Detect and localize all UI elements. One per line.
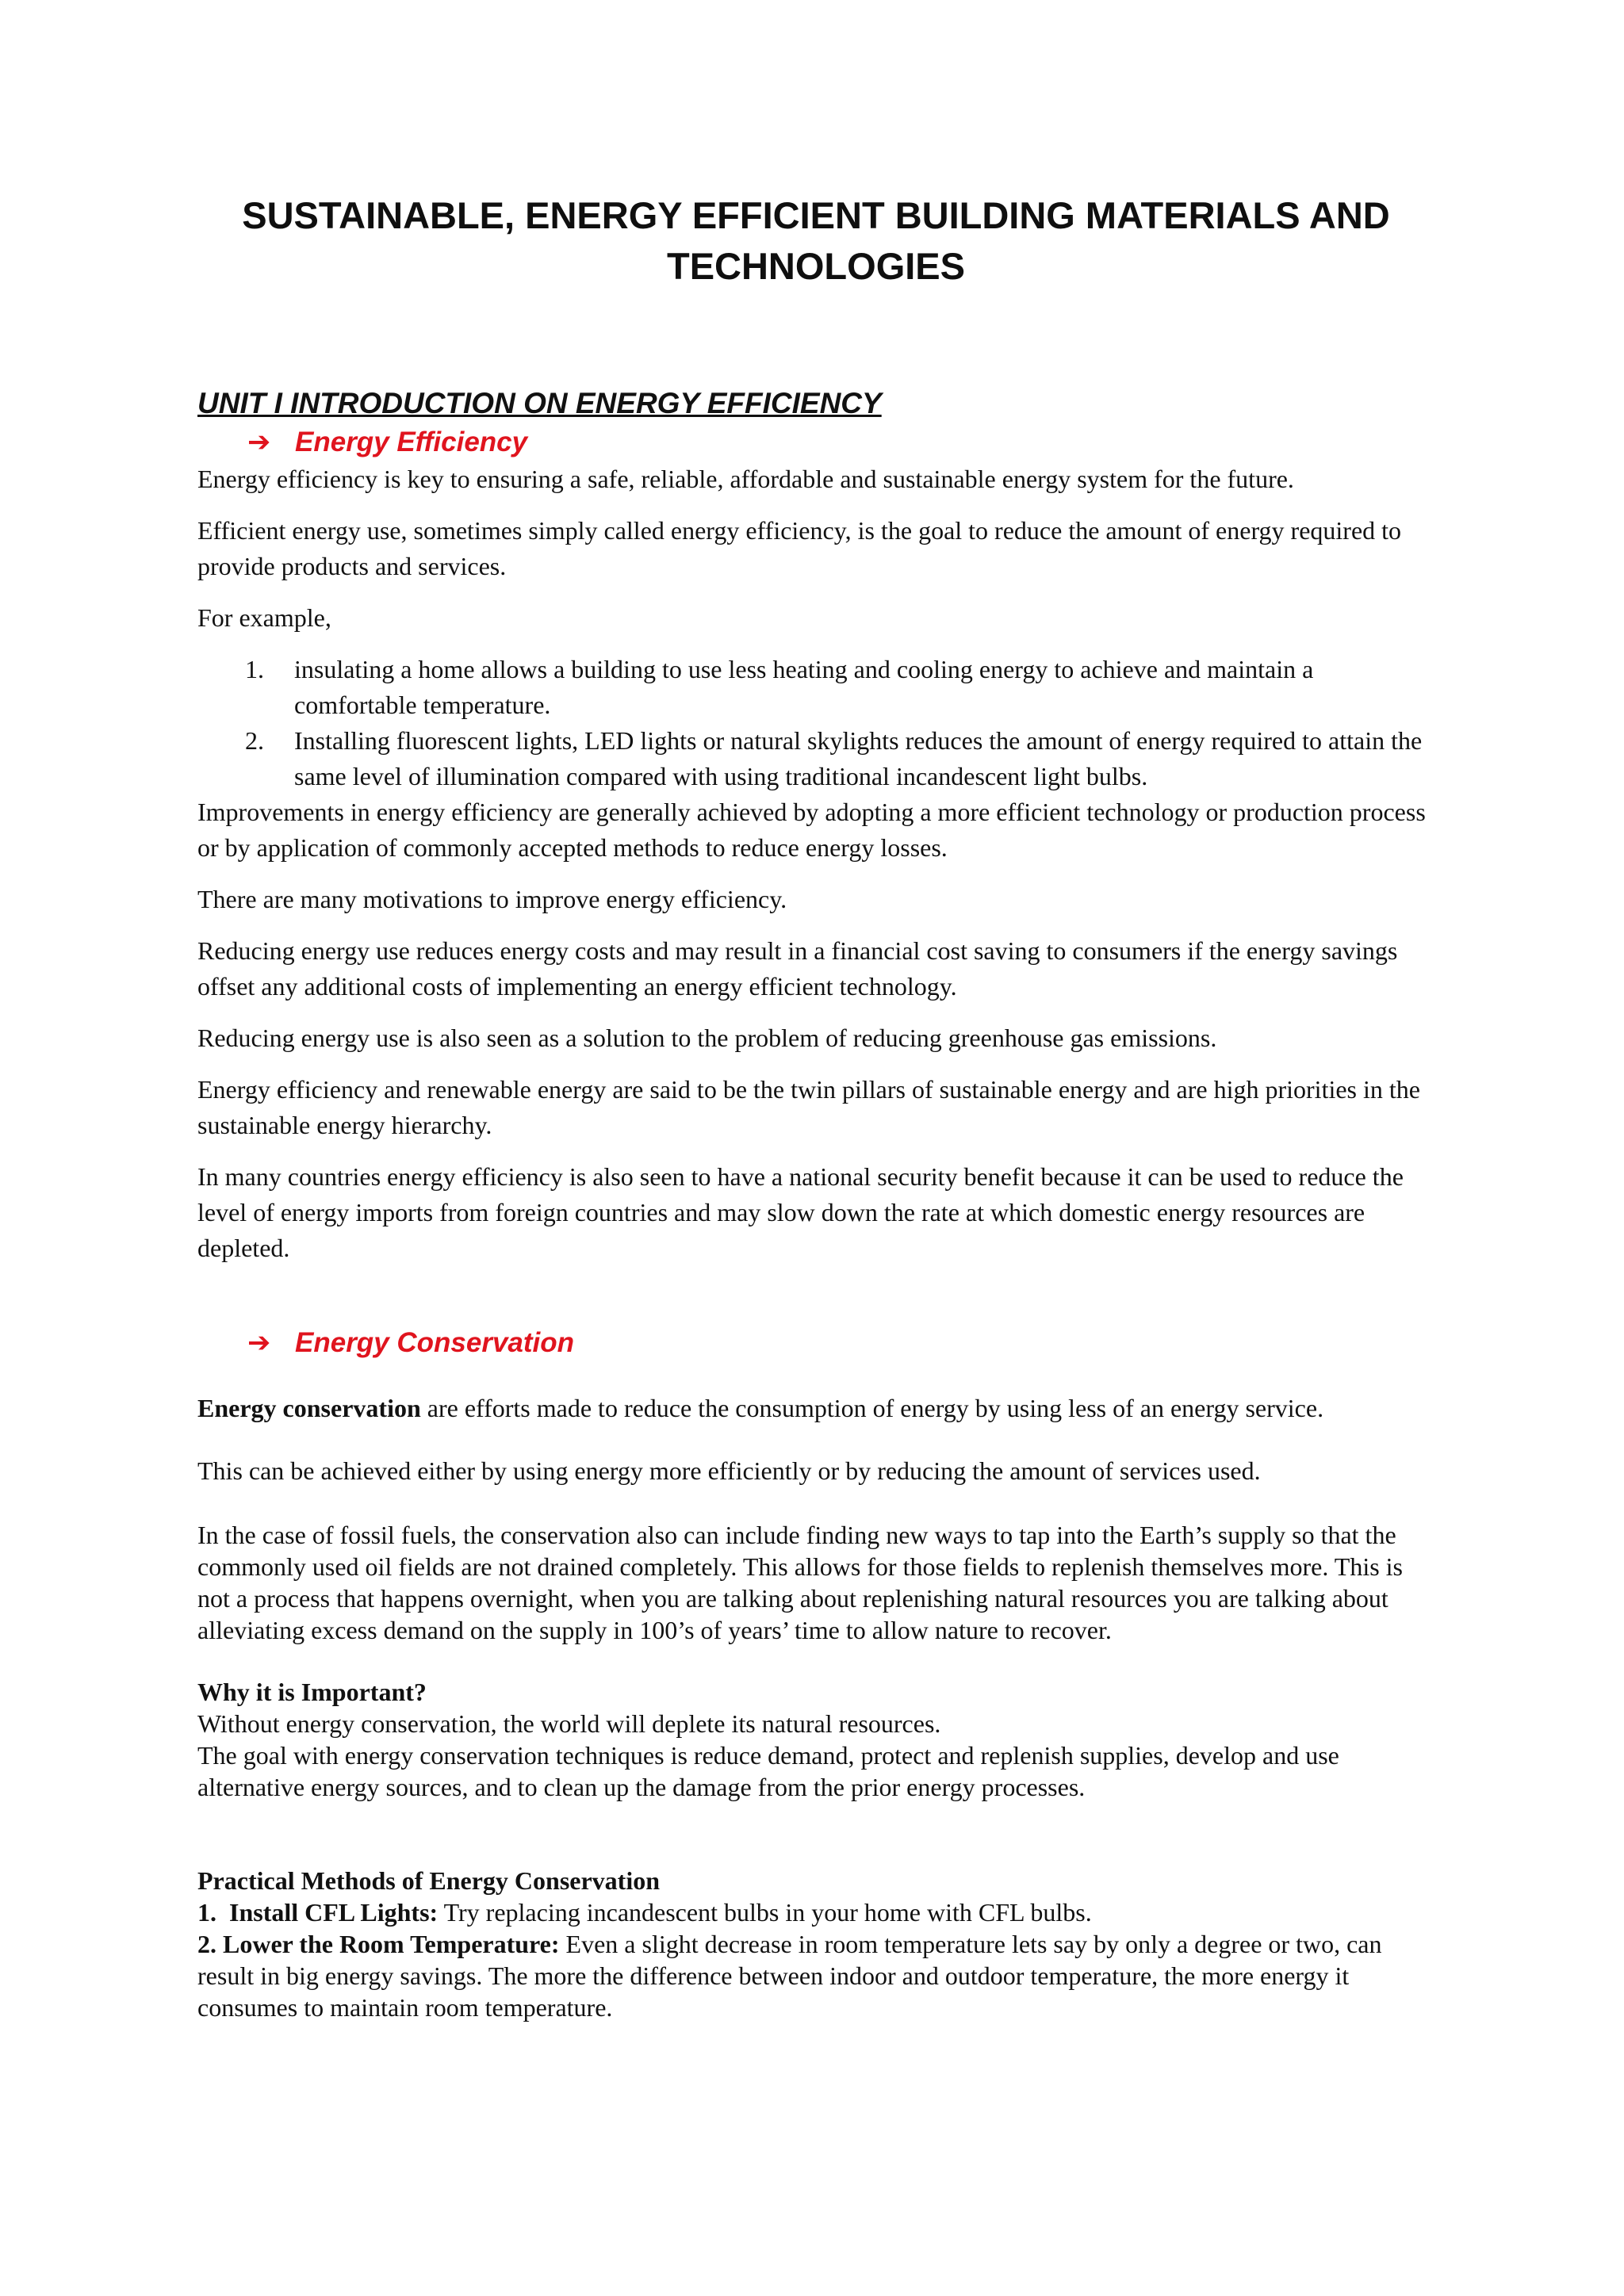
method-title: 1. Install CFL Lights:	[197, 1898, 439, 1927]
list-item-text: Installing fluorescent lights, LED lights or natural skylights reduces the amount of energy required to attain the same level of illumination compared with using traditional incandescent light bulbs.	[294, 726, 1423, 790]
section-energy-efficiency	[197, 425, 1434, 1266]
paragraph: Energy efficiency is key to ensuring a safe, reliable, affordable and sustainable energy system for the future.	[197, 465, 1294, 493]
method-title: 2. Lower the Room Temperature:	[197, 1930, 560, 1958]
paragraph: The goal with energy conservation techniques is reduce demand, protect and replenish supplies, develop and use alternative energy sources, and to clean up the damage from the prior energy processes.	[197, 1741, 1339, 1801]
paragraph	[197, 1391, 1434, 1426]
paragraph: In the case of fossil fuels, the conservation also can include finding new ways to tap into the Earth’s supply so that the commonly used oil fields are not drained completely. This allows for those fields to replenish themselves more. This is not a process that happens overnight, when you are talking about replenishing natural resources you are talking about alleviating excess demand on the supply in 100’s of years’ time to allow nature to recover.	[197, 1521, 1403, 1644]
list-item	[197, 652, 1434, 723]
paragraph: Energy efficiency and renewable energy are said to be the twin pillars of sustainable energy and are high priorities in the sustainable energy hierarchy.	[197, 1075, 1420, 1139]
list-item-number: 2.	[245, 726, 264, 755]
why-important-heading-text: Why it is Important?	[197, 1678, 427, 1706]
section-heading-label: Energy Conservation	[295, 1327, 575, 1358]
method-text: Even a slight decrease in room temperature lets say by only a degree or two, can result in big energy savings. The more the difference between indoor and outdoor temperature, the more energy it consumes to maintain room temperature.	[197, 1930, 1382, 2022]
list-item	[197, 723, 1434, 794]
paragraph: Reducing energy use reduces energy costs and may result in a financial cost saving to consumers if the energy savings offset any additional costs of implementing an energy efficient technology.	[197, 936, 1398, 1001]
document-content	[197, 190, 1434, 2022]
method-item	[197, 1928, 1434, 2023]
paragraph: There are many motivations to improve energy efficiency.	[197, 885, 787, 913]
paragraph: Without energy conservation, the world will deplete its natural resources.	[197, 1709, 941, 1738]
list-item-number: 1.	[245, 655, 264, 683]
unit-heading: UNIT I INTRODUCTION ON ENERGY EFFICIENCY	[197, 387, 882, 419]
paragraph-text: are efforts made to reduce the consumption of energy by using less of an energy service.	[420, 1394, 1324, 1422]
section-heading-label: Energy Efficiency	[295, 427, 528, 457]
method-item	[197, 1896, 1434, 1928]
paragraph: Reducing energy use is also seen as a solution to the problem of reducing greenhouse gas emissions.	[197, 1024, 1217, 1052]
example-list	[197, 652, 1434, 794]
method-text: Try replacing incandescent bulbs in your home with CFL bulbs.	[438, 1898, 1092, 1927]
paragraph: Efficient energy use, sometimes simply called energy efficiency, is the goal to reduce the amount of energy required to provide products and services.	[197, 516, 1402, 580]
term-bold: Energy conservation	[197, 1394, 421, 1422]
arrow-icon: ➔	[247, 1327, 271, 1358]
list-item-text: insulating a home allows a building to use less heating and cooling energy to achieve and maintain a comfortable temperature.	[294, 655, 1314, 719]
methods-heading	[197, 1865, 1434, 1896]
why-important-heading	[197, 1676, 1434, 1708]
section-heading-energy-conservation	[197, 1326, 1434, 1360]
document-title: SUSTAINABLE, ENERGY EFFICIENT BUILDING MATERIALS AND TECHNOLOGIES	[242, 194, 1390, 287]
section-heading-energy-efficiency	[197, 425, 1434, 460]
arrow-icon: ➔	[247, 427, 271, 457]
methods-heading-text: Practical Methods of Energy Conservation	[197, 1866, 661, 1895]
paragraph: This can be achieved either by using energy more efficiently or by reducing the amount of services used.	[197, 1456, 1261, 1485]
paragraph: In many countries energy efficiency is also seen to have a national security benefit because it can be used to reduce the level of energy imports from foreign countries and may slow down the rate at which domestic energy resources are depleted.	[197, 1162, 1404, 1262]
paragraph: Improvements in energy efficiency are generally achieved by adopting a more efficient technology or production process or by application of commonly accepted methods to reduce energy losses.	[197, 798, 1426, 862]
section-energy-conservation	[197, 1326, 1434, 2023]
paragraph: For example,	[197, 603, 331, 632]
